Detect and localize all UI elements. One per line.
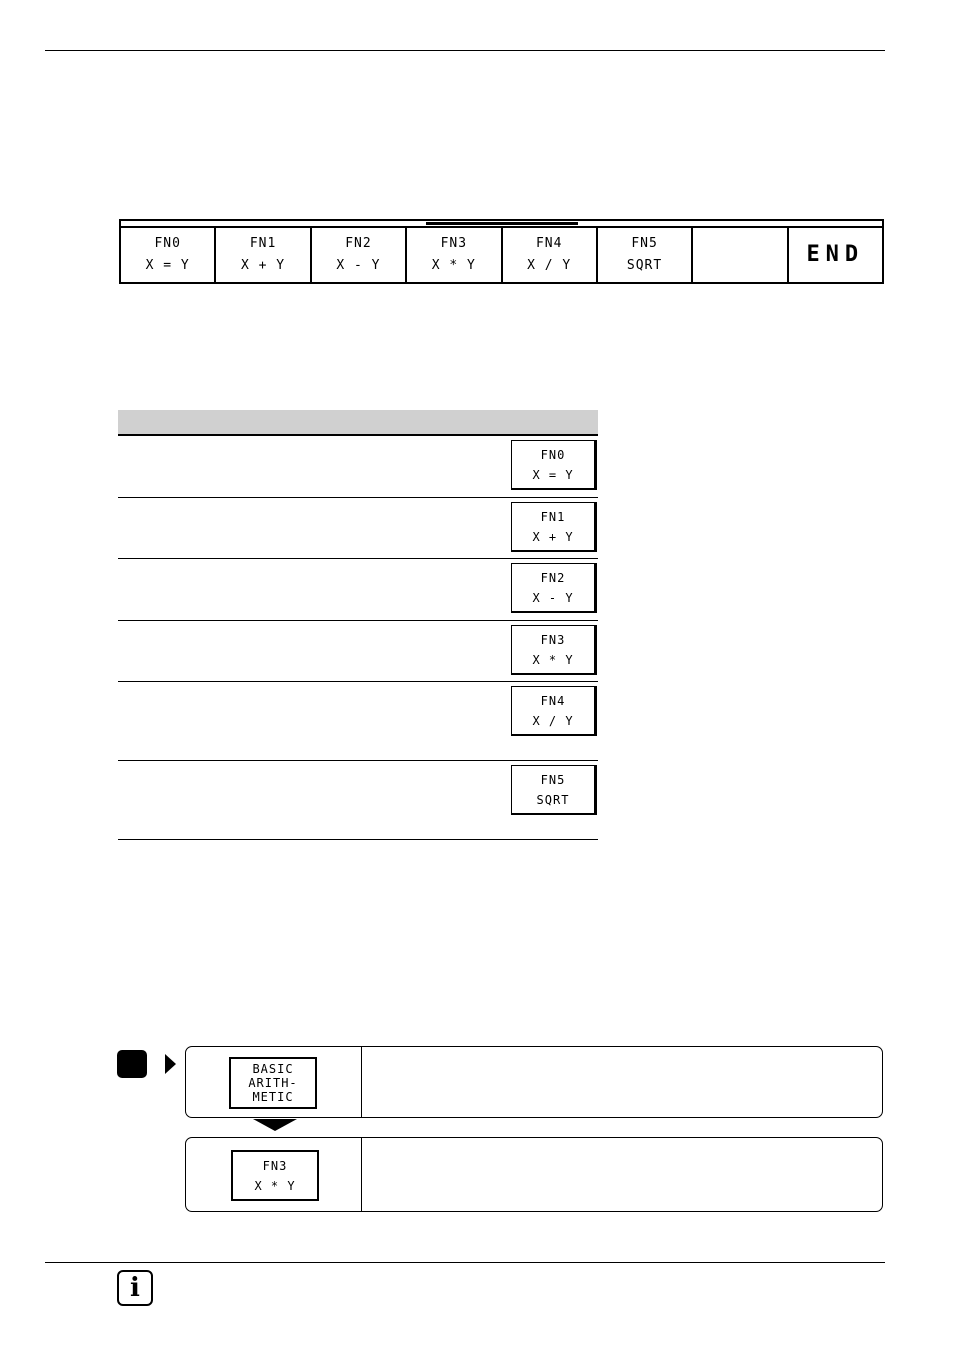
fn1-key-icon bbox=[511, 502, 597, 552]
fn2-key-icon bbox=[511, 563, 597, 613]
softkey-formula: X - Y bbox=[336, 258, 381, 273]
softkey-label: FN0 bbox=[154, 236, 181, 251]
softkey-label: FN3 bbox=[440, 236, 468, 251]
header-rule bbox=[45, 50, 885, 51]
softkey-empty[interactable] bbox=[693, 228, 788, 282]
table-header bbox=[118, 410, 598, 436]
softkey-bar-page-indicator bbox=[426, 222, 578, 225]
step-2-box bbox=[185, 1137, 883, 1212]
table-row bbox=[118, 682, 598, 761]
key-label: FN3 bbox=[540, 632, 566, 647]
key-formula: SQRT bbox=[536, 792, 570, 807]
softkey-fn2[interactable] bbox=[312, 228, 407, 282]
softkey-label: FN1 bbox=[249, 236, 277, 251]
step-divider bbox=[361, 1138, 362, 1211]
footer-rule bbox=[45, 1262, 885, 1263]
softkey-formula: X * Y bbox=[431, 258, 476, 273]
fn3-key-icon bbox=[511, 625, 597, 675]
key-formula: X * Y bbox=[532, 652, 574, 667]
softkey-fn3[interactable] bbox=[407, 228, 502, 282]
softkey-fn5[interactable] bbox=[598, 228, 693, 282]
step-1-box bbox=[185, 1046, 883, 1118]
softkey-formula: SQRT bbox=[626, 258, 663, 273]
key-label: FN2 bbox=[540, 570, 566, 585]
key-label: FN4 bbox=[540, 693, 566, 708]
softkey-fn1[interactable] bbox=[216, 228, 311, 282]
key-formula: X / Y bbox=[532, 713, 574, 728]
softkey-formula: X / Y bbox=[527, 258, 572, 273]
key-line-1: BASIC bbox=[252, 1062, 294, 1076]
fn5-key-icon bbox=[511, 765, 597, 815]
key-line-3: METIC bbox=[252, 1090, 294, 1104]
key-formula: X + Y bbox=[532, 529, 574, 544]
table-row bbox=[118, 761, 598, 840]
table-row bbox=[118, 498, 598, 559]
key-label: FN1 bbox=[540, 509, 566, 524]
key-label: FN3 bbox=[262, 1158, 288, 1173]
basic-arithmetic-key-icon[interactable] bbox=[229, 1057, 317, 1109]
softkey-fn0[interactable] bbox=[121, 228, 216, 282]
arrow-right-icon bbox=[165, 1054, 176, 1074]
table-row bbox=[118, 559, 598, 621]
end-label: END bbox=[806, 242, 865, 267]
arrow-down-icon bbox=[253, 1119, 297, 1131]
softkey-bar bbox=[119, 219, 884, 284]
fn3-key-icon[interactable] bbox=[231, 1150, 319, 1201]
key-line-2: ARITH- bbox=[248, 1076, 298, 1090]
key-formula: X * Y bbox=[254, 1178, 296, 1193]
softkey-label: FN5 bbox=[631, 236, 658, 251]
softkey-formula: X = Y bbox=[145, 258, 190, 273]
table-row bbox=[118, 621, 598, 682]
softkey-end[interactable] bbox=[789, 228, 882, 282]
table-row bbox=[118, 436, 598, 498]
info-icon bbox=[117, 1270, 153, 1306]
step-bullet-icon bbox=[117, 1050, 147, 1078]
softkey-formula: X + Y bbox=[240, 258, 286, 273]
key-label: FN5 bbox=[540, 772, 566, 787]
key-formula: X = Y bbox=[532, 467, 574, 482]
fn0-key-icon bbox=[511, 440, 597, 490]
key-formula: X - Y bbox=[532, 590, 574, 605]
fn4-key-icon bbox=[511, 686, 597, 736]
softkey-label: FN2 bbox=[345, 236, 372, 251]
softkey-fn4[interactable] bbox=[503, 228, 598, 282]
key-label: FN0 bbox=[540, 447, 566, 462]
function-table bbox=[118, 410, 598, 840]
step-divider bbox=[361, 1047, 362, 1117]
info-glyph: i bbox=[130, 1273, 140, 1303]
softkey-label: FN4 bbox=[535, 236, 563, 251]
